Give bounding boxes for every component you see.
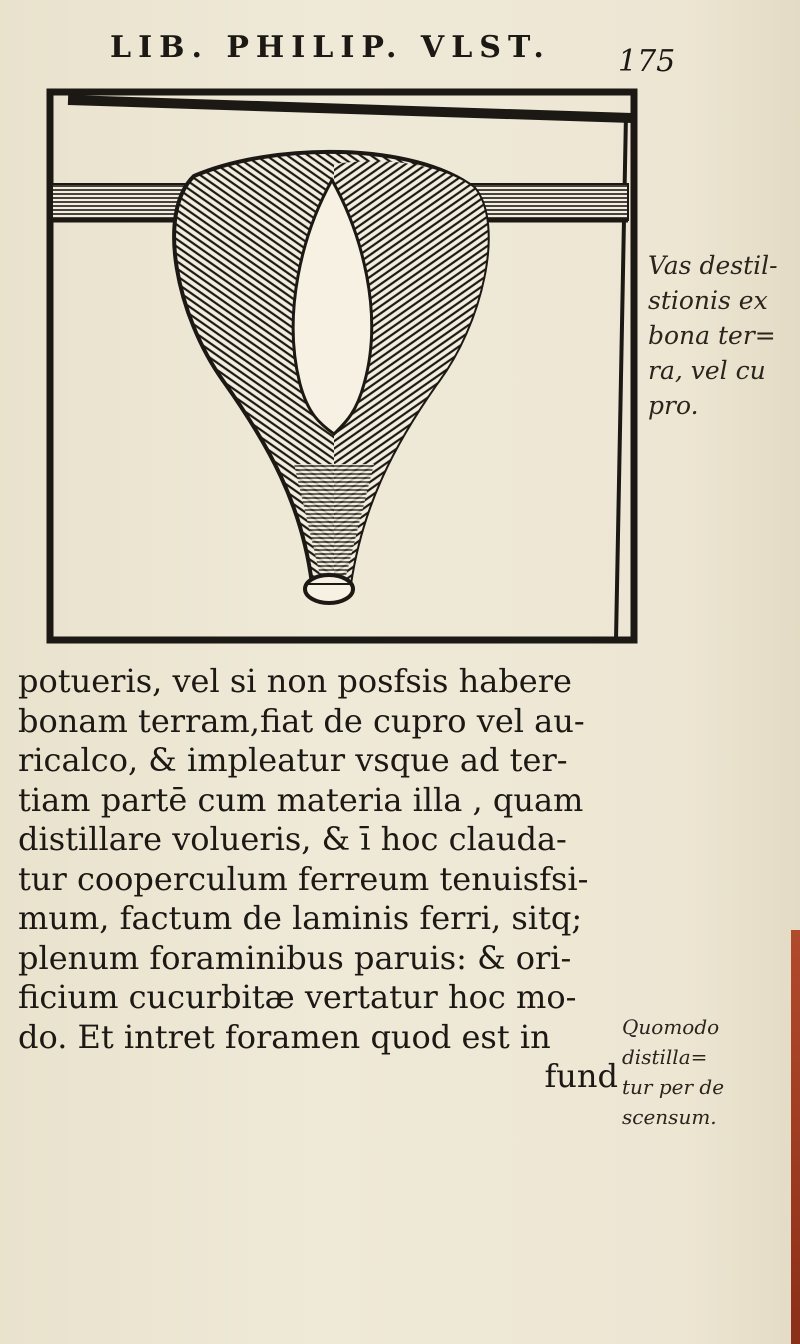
text-line: potueris, vel si non posfsis habere — [18, 662, 572, 700]
page-header — [110, 30, 676, 79]
text-line: do. Et intret foramen quod est in — [18, 1017, 551, 1056]
body-text — [18, 662, 628, 1097]
margin-note-line: distilla= — [622, 1045, 708, 1069]
page-number: 175 — [618, 44, 676, 79]
margin-note-line: stionis ex — [648, 286, 768, 315]
text-line: ficium cucurbitæ vertatur hoc mo- — [18, 978, 577, 1016]
margin-note-line: tur per de — [622, 1075, 725, 1099]
margin-note-line: Vas destil- — [648, 251, 778, 280]
margin-note-line: scensum. — [622, 1105, 717, 1129]
margin-note-line: ra, vel cu — [648, 356, 766, 385]
text-line: plenum foraminibus paruis: & ori- — [18, 938, 572, 977]
text-line: ricalco, & impleatur vsque ad ter- — [18, 741, 568, 779]
page-edge-red — [791, 930, 800, 1344]
distillation-vessel-woodcut-icon — [44, 84, 640, 648]
margin-note-line: pro. — [648, 391, 699, 420]
margin-note-line: Quomodo — [622, 1015, 720, 1039]
margin-note-line: bona ter= — [648, 321, 776, 350]
text-line: distillare volueris, & ī hoc clauda- — [18, 820, 567, 858]
woodcut-illustration — [44, 84, 640, 648]
margin-note-descensum — [622, 1012, 724, 1132]
margin-note-vessel — [648, 248, 778, 423]
catchword: fund — [544, 1057, 618, 1095]
text-line: bonam terram,fiat de cupro vel au- — [18, 701, 585, 740]
text-line: tur cooperculum ferreum tenuisfsi- — [18, 859, 589, 898]
text-line: mum, factum de laminis ferri, sitq; — [18, 899, 583, 937]
running-head: LIB. PHILIP. VLST. — [110, 30, 551, 65]
text-line: tiam partē cum materia illa , quam — [18, 780, 584, 819]
